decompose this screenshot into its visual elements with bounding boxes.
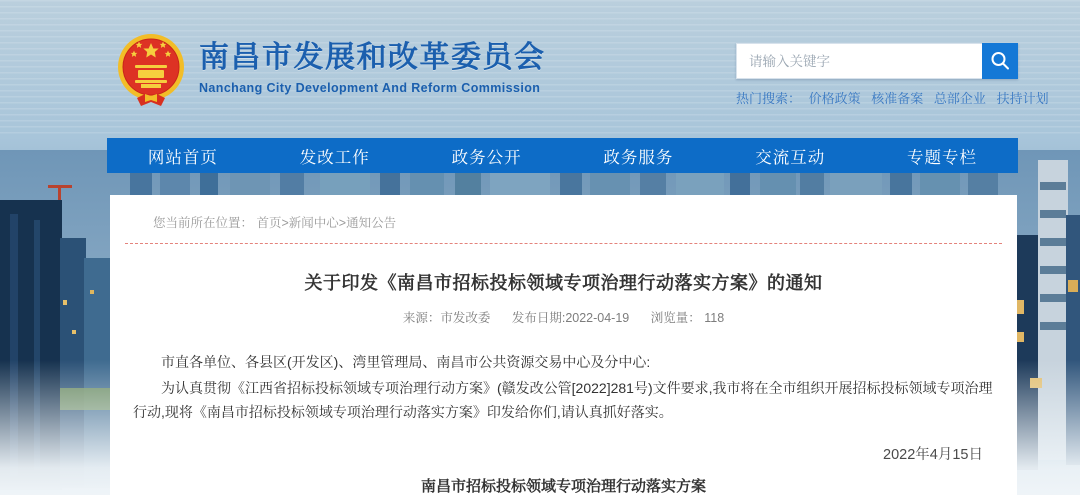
national-emblem-icon xyxy=(115,32,187,108)
article-paragraph-recipients: 市直各单位、各县区(开发区)、湾里管理局、南昌市公共资源交易中心及分中心: xyxy=(161,354,651,370)
site-header xyxy=(107,0,1049,133)
hot-search-link-hq-enterprise[interactable]: 总部企业 xyxy=(933,91,986,106)
nav-item-gov-services[interactable]: 政务服务 xyxy=(603,148,674,167)
article-meta xyxy=(110,308,1017,326)
hot-search-link-approval-filing[interactable]: 核准备案 xyxy=(871,91,924,106)
hot-search-row xyxy=(736,88,1049,107)
site-subtitle-en: Nanchang City Development And Reform Commission xyxy=(199,80,541,95)
content-panel xyxy=(110,195,1017,495)
meta-views-value: 118 xyxy=(704,311,725,325)
meta-source-value: 市发改委 xyxy=(440,311,491,325)
site-title: 南昌市发展和改革委员会 xyxy=(199,41,546,74)
article-title: 关于印发《南昌市招标投标领域专项治理行动落实方案》的通知 xyxy=(304,273,823,293)
plan-title: 南昌市招标投标领域专项治理行动落实方案 xyxy=(420,478,706,495)
nav-item-ndrc-work[interactable]: 发改工作 xyxy=(299,148,370,167)
article-sign-date: 2022年4月15日 xyxy=(883,447,983,463)
article-paragraph-main: 为认真贯彻《江西省招标投标领域专项治理行动方案》(赣发改公管[2022]281号)文件要求,我市将在全市组织开展招标投标领域专项治理行动,现将《南昌市招标投标领域专项治理行动落实方案》印发给你们,请认真抓好落实。 xyxy=(133,380,993,420)
meta-source xyxy=(403,311,491,325)
hot-search-link-price-policy[interactable]: 价格政策 xyxy=(808,91,861,106)
nav-item-special-topics[interactable]: 专题专栏 xyxy=(907,148,978,167)
breadcrumb-label: 您当前所在位置： xyxy=(153,216,254,230)
nav-item-gov-disclosure[interactable]: 政务公开 xyxy=(451,148,522,167)
nav-item-interaction[interactable]: 交流互动 xyxy=(755,148,826,167)
meta-views xyxy=(651,311,724,325)
meta-date-value: 2022-04-19 xyxy=(565,311,630,325)
meta-date-label: 发布日期: xyxy=(511,311,566,325)
search-button[interactable] xyxy=(982,43,1018,79)
national-emblem-logo[interactable] xyxy=(115,32,187,108)
meta-views-label: 浏览量： xyxy=(650,311,701,325)
nav-item-home[interactable]: 网站首页 xyxy=(147,148,218,167)
search-icon xyxy=(989,50,1011,72)
meta-source-label: 来源： xyxy=(402,311,441,325)
site-title-block xyxy=(199,41,546,95)
search-box xyxy=(736,43,1018,79)
main-nav xyxy=(107,138,1018,173)
dashed-divider xyxy=(125,243,1002,244)
meta-publish-date xyxy=(512,311,629,325)
breadcrumb-path[interactable]: 首页>新闻中心>通知公告 xyxy=(256,216,397,230)
hot-search-link-support-plan[interactable]: 扶持计划 xyxy=(996,91,1049,106)
breadcrumb xyxy=(153,213,1002,231)
search-input[interactable] xyxy=(736,43,982,79)
hot-search-label: 热门搜索： xyxy=(736,91,802,106)
article-body xyxy=(133,350,993,424)
search-area xyxy=(736,43,1049,107)
